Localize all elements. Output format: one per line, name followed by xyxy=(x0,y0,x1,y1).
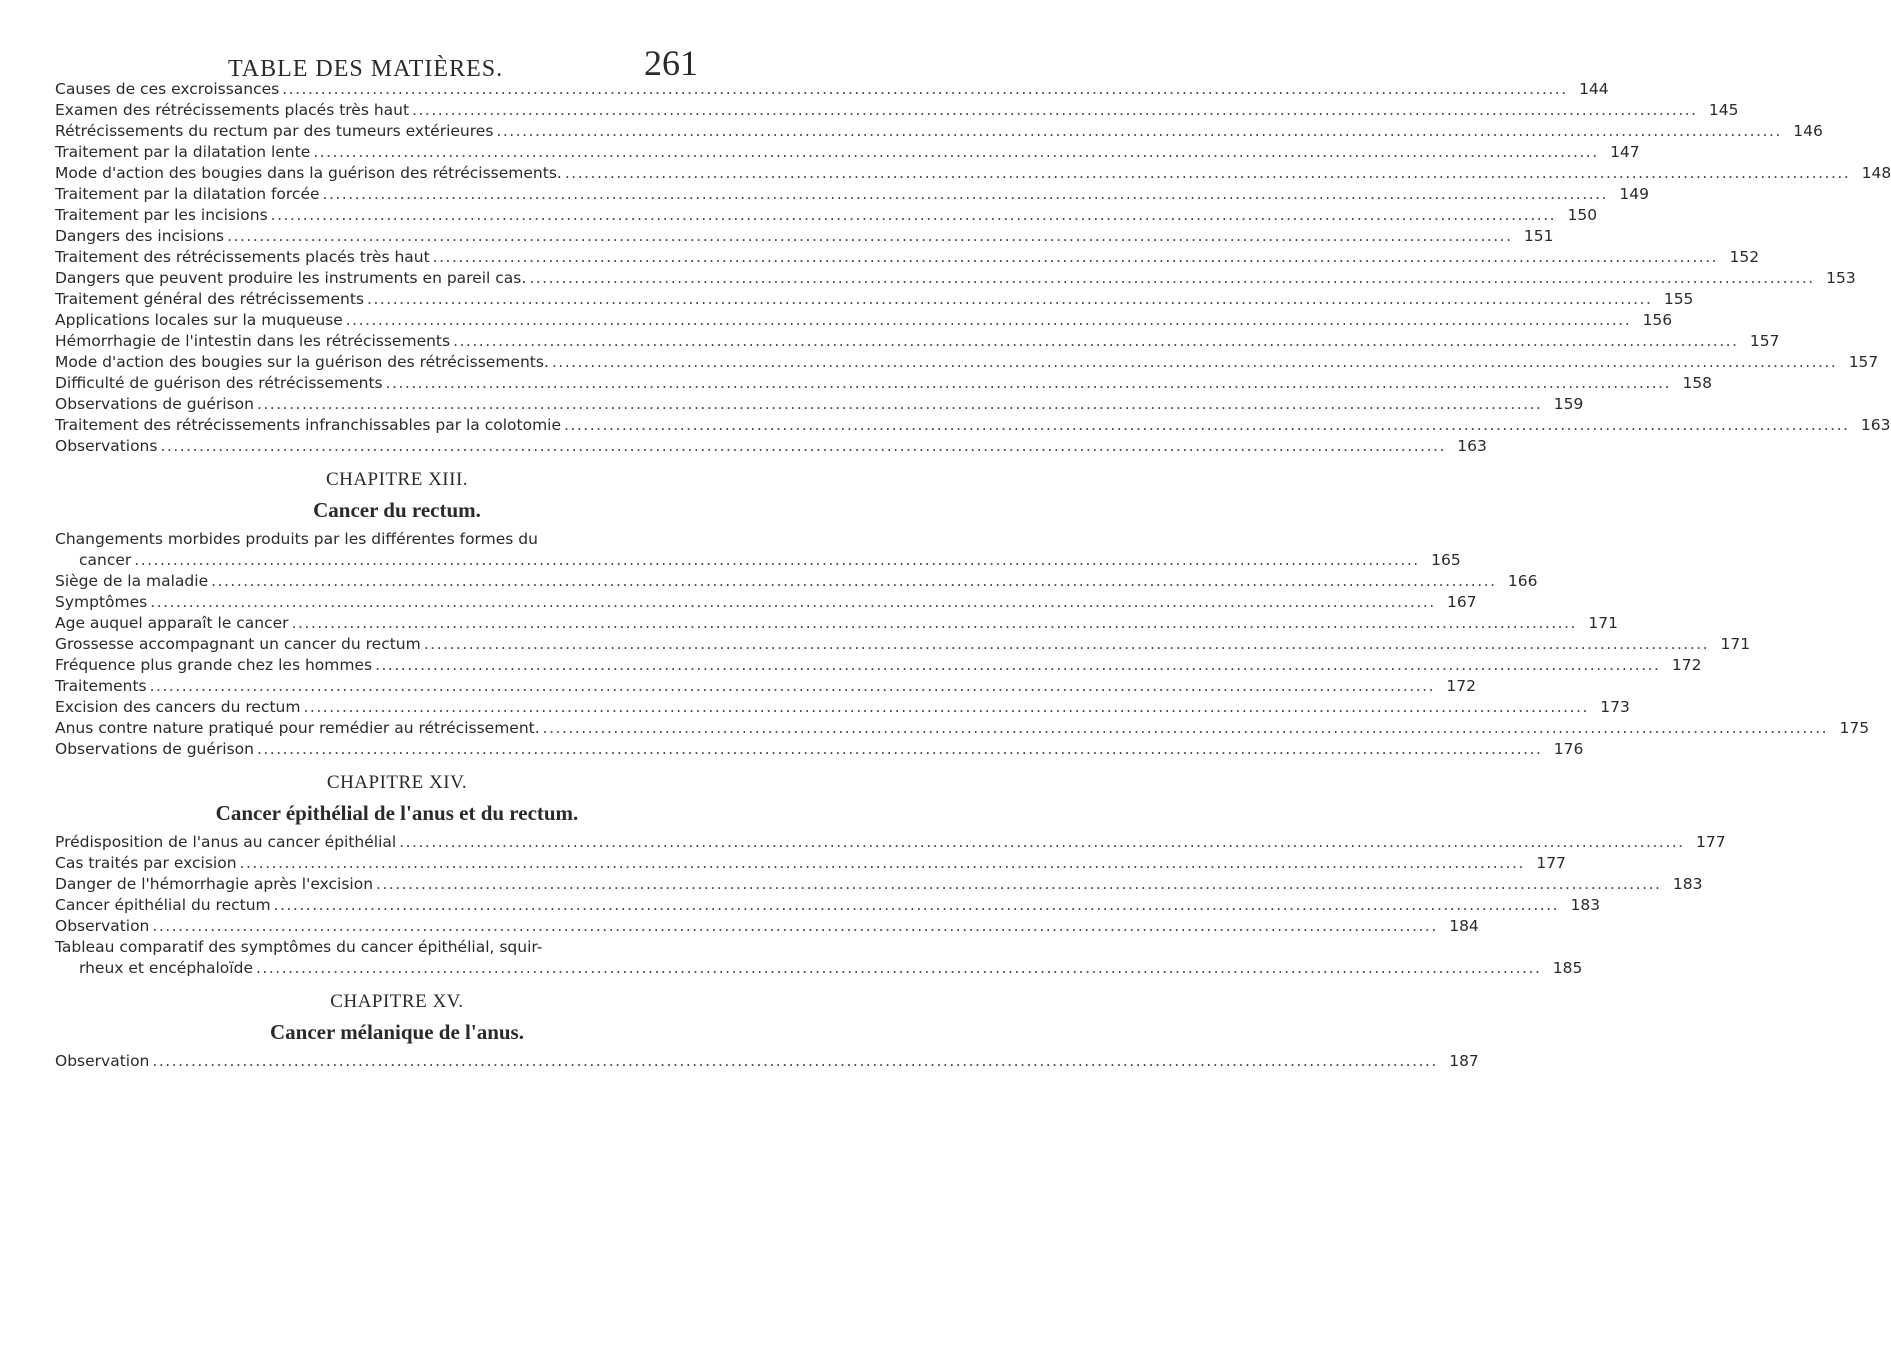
toc-entry xyxy=(55,634,1751,655)
leader-dots: ........................................................................................................................................................................................................ xyxy=(496,122,1782,140)
toc-entry-page: 149 xyxy=(1619,185,1649,203)
leader-dots: ........................................................................................................................................................................................................ xyxy=(273,896,1560,914)
toc-entry xyxy=(55,79,1609,100)
toc-entry-text: Prédisposition de l'anus au cancer épithélial xyxy=(55,833,397,851)
toc-entry-text: Danger de l'hémorrhagie après l'excision xyxy=(55,875,374,893)
toc-entry-text: rheux et encéphaloïde xyxy=(79,959,253,977)
toc-entry-page: 163 xyxy=(1457,437,1487,455)
leader-dots: ........................................................................................................................................................................................................ xyxy=(134,551,1420,569)
leader-dots: ........................................................................................................................................................................................................ xyxy=(551,353,1838,371)
leader-dots: ........................................................................................................................................................................................................ xyxy=(529,269,1815,287)
toc-entry xyxy=(55,655,1702,676)
leader-dots: ........................................................................................................................................................................................................ xyxy=(282,80,1568,98)
toc-section-chapter13 xyxy=(55,571,1870,760)
toc-entry xyxy=(55,550,1461,571)
leader-dots: ........................................................................................................................................................................................................ xyxy=(542,719,1829,737)
toc-section-chapter15 xyxy=(55,1051,1479,1072)
leader-dots: ........................................................................................................................................................................................................ xyxy=(256,740,1543,758)
toc-entry-page: 172 xyxy=(1671,656,1702,674)
chapter-15-title: Cancer mélanique de l'anus. xyxy=(270,1020,524,1044)
toc-entry xyxy=(55,205,1598,226)
toc-entry xyxy=(55,916,1479,937)
toc-entry xyxy=(55,895,1601,916)
toc-entry xyxy=(55,436,1487,457)
leader-dots: ........................................................................................................................................................................................................ xyxy=(150,593,1436,611)
toc-entry xyxy=(55,121,1823,142)
toc-entry xyxy=(55,268,1856,289)
leader-dots: ........................................................................................................................................................................................................ xyxy=(399,833,1685,851)
toc-entry-text: Observations de guérison xyxy=(55,395,254,413)
toc-entry xyxy=(55,529,715,550)
toc-entry-text: Observations xyxy=(55,437,158,455)
toc-entry-page: 157 xyxy=(1749,332,1780,350)
leader-dots: ........................................................................................................................................................................................................ xyxy=(291,614,1577,632)
toc-entry xyxy=(55,874,1703,895)
toc-entry-page: 183 xyxy=(1570,896,1601,914)
leader-dots: ........................................................................................................................................................................................................ xyxy=(152,917,1438,935)
leader-dots: ........................................................................................................................................................................................................ xyxy=(564,164,1851,182)
toc-entry-page: 156 xyxy=(1642,311,1673,329)
table-of-contents xyxy=(55,79,1891,1072)
toc-entry-page: 172 xyxy=(1446,677,1476,695)
toc-entry-text: Applications locales sur la muqueuse xyxy=(55,311,343,329)
toc-entry xyxy=(55,1051,1479,1072)
toc-entry-text: Mode d'action des bougies sur la guérison des rétrécissements. xyxy=(55,353,549,371)
leader-dots: ........................................................................................................................................................................................................ xyxy=(239,854,1525,872)
toc-entry-text: Age auquel apparaît le cancer xyxy=(55,614,289,632)
toc-entry-text: Excision des cancers du rectum xyxy=(55,698,301,716)
toc-entry xyxy=(55,100,1739,121)
toc-entry-page: 152 xyxy=(1729,248,1760,266)
toc-entry-text: Symptômes xyxy=(55,593,148,611)
toc-entry xyxy=(55,289,1694,310)
toc-entry-page: 147 xyxy=(1610,143,1640,161)
toc-entry-text: Siège de la maladie xyxy=(55,572,209,590)
toc-entry-text: cancer xyxy=(79,551,132,569)
toc-entry-text: Causes de ces excroissances xyxy=(55,80,280,98)
toc-entry-page: 183 xyxy=(1672,875,1703,893)
toc-entry xyxy=(55,373,1713,394)
chapter-13-title: Cancer du rectum. xyxy=(313,498,481,522)
toc-entry-text: Dangers que peuvent produire les instruments en pareil cas. xyxy=(55,269,527,287)
toc-entry xyxy=(55,571,1538,592)
toc-entry-text: Grossesse accompagnant un cancer du rectum xyxy=(55,635,421,653)
chapter-14-heading: CHAPITRE XIV. xyxy=(326,772,468,793)
toc-entry-text: Hémorrhagie de l'intestin dans les rétrécissements xyxy=(55,332,451,350)
toc-entry-text: Cas traités par excision xyxy=(55,854,237,872)
toc-entry xyxy=(55,613,1618,634)
toc-entry xyxy=(55,352,1879,373)
toc-entry-text: Observation xyxy=(55,1052,150,1070)
leader-dots: ........................................................................................................................................................................................................ xyxy=(376,875,1662,893)
toc-entry xyxy=(55,937,715,958)
toc-entry-page: 175 xyxy=(1839,719,1870,737)
leader-dots: ........................................................................................................................................................................................................ xyxy=(152,1052,1438,1070)
toc-entry xyxy=(55,184,1649,205)
toc-section-chapter12 xyxy=(55,79,1891,457)
toc-entry-page: 167 xyxy=(1447,593,1477,611)
toc-entry xyxy=(55,394,1584,415)
toc-entry xyxy=(55,310,1673,331)
toc-entry-page: 177 xyxy=(1696,833,1726,851)
toc-entry-page: 151 xyxy=(1523,227,1554,245)
leader-dots: ........................................................................................................................................................................................................ xyxy=(313,143,1599,161)
leader-dots: ........................................................................................................................................................................................................ xyxy=(345,311,1632,329)
toc-entry-text: Difficulté de guérison des rétrécissements xyxy=(55,374,383,392)
toc-entry-page: 177 xyxy=(1536,854,1566,872)
toc-entry-text: Mode d'action des bougies dans la guérison des rétrécissements. xyxy=(55,164,562,182)
toc-entry-text: Rétrécissements du rectum par des tumeurs extérieures xyxy=(55,122,494,140)
leader-dots: ........................................................................................................................................................................................................ xyxy=(149,677,1435,695)
leader-dots: ........................................................................................................................................................................................................ xyxy=(385,374,1672,392)
toc-entry-page: 148 xyxy=(1861,164,1891,182)
toc-entry xyxy=(55,226,1554,247)
toc-entry-text: Cancer épithélial du rectum xyxy=(55,896,271,914)
toc-entry-page: 171 xyxy=(1588,614,1618,632)
leader-dots: ........................................................................................................................................................................................................ xyxy=(412,101,1698,119)
toc-entry-text: Observations de guérison xyxy=(55,740,254,758)
leader-dots: ........................................................................................................................................................................................................ xyxy=(564,416,1850,434)
toc-entry-page: 145 xyxy=(1708,101,1739,119)
toc-entry xyxy=(55,247,1760,268)
leader-dots: ........................................................................................................................................................................................................ xyxy=(453,332,1739,350)
leader-dots: ........................................................................................................................................................................................................ xyxy=(367,290,1653,308)
toc-entry-page: 176 xyxy=(1553,740,1584,758)
leader-dots: ........................................................................................................................................................................................................ xyxy=(322,185,1608,203)
toc-entry-text: Anus contre nature pratiqué pour remédier au rétrécissement. xyxy=(55,719,540,737)
toc-entry xyxy=(55,592,1477,613)
toc-entry xyxy=(55,415,1891,436)
toc-entry-page: 157 xyxy=(1848,353,1879,371)
toc-entry-page: 171 xyxy=(1720,635,1751,653)
toc-entry xyxy=(55,718,1870,739)
chapter-13-heading: CHAPITRE XIII. xyxy=(325,469,469,490)
toc-entry-page: 153 xyxy=(1826,269,1856,287)
leader-dots: ........................................................................................................................................................................................................ xyxy=(423,635,1710,653)
toc-entry-page: 155 xyxy=(1663,290,1694,308)
toc-entry-text: Traitement par les incisions xyxy=(55,206,268,224)
toc-entry-text: Traitement par la dilatation lente xyxy=(55,143,311,161)
toc-entry-text: Dangers des incisions xyxy=(55,227,225,245)
toc-entry-page: 184 xyxy=(1449,917,1479,935)
toc-entry-text: Traitement général des rétrécissements xyxy=(55,290,365,308)
toc-entry xyxy=(55,676,1476,697)
toc-entry xyxy=(55,739,1584,760)
toc-entry-page: 158 xyxy=(1682,374,1713,392)
toc-entry-text: Tableau comparatif des symptômes du cancer épithélial, squir- xyxy=(55,938,543,956)
leader-dots: ........................................................................................................................................................................................................ xyxy=(211,572,1497,590)
leader-dots: ........................................................................................................................................................................................................ xyxy=(227,227,1513,245)
toc-entry-text: Changements morbides produits par les différentes formes du xyxy=(55,530,538,548)
toc-entry-text: Fréquence plus grande chez les hommes xyxy=(55,656,373,674)
toc-entry xyxy=(55,832,1726,853)
toc-entry xyxy=(55,163,1891,184)
toc-entry-page: 173 xyxy=(1600,698,1630,716)
toc-entry-page: 146 xyxy=(1793,122,1823,140)
leader-dots: ........................................................................................................................................................................................................ xyxy=(160,437,1446,455)
toc-entry xyxy=(55,958,1583,979)
toc-section-chapter14 xyxy=(55,832,1726,937)
chapter-15-heading: CHAPITRE XV. xyxy=(330,991,464,1012)
toc-entry-page: 159 xyxy=(1553,395,1584,413)
leader-dots: ........................................................................................................................................................................................................ xyxy=(303,698,1589,716)
toc-entry-page: 144 xyxy=(1579,80,1609,98)
leader-dots: ........................................................................................................................................................................................................ xyxy=(256,395,1543,413)
leader-dots: ........................................................................................................................................................................................................ xyxy=(255,959,1542,977)
leader-dots: ........................................................................................................................................................................................................ xyxy=(432,248,1719,266)
toc-entry-page: 150 xyxy=(1567,206,1598,224)
toc-entry-page: 187 xyxy=(1449,1052,1479,1070)
toc-entry xyxy=(55,697,1630,718)
toc-entry xyxy=(55,331,1780,352)
toc-entry-text: Examen des rétrécissements placés très haut xyxy=(55,101,410,119)
page-number: 261 xyxy=(644,43,698,83)
toc-entry-text: Traitement par la dilatation forcée xyxy=(55,185,320,203)
toc-entry-text: Traitement des rétrécissements infranchissables par la colotomie xyxy=(55,416,562,434)
toc-entry xyxy=(55,142,1640,163)
leader-dots: ........................................................................................................................................................................................................ xyxy=(375,656,1661,674)
toc-entry-text: Traitements xyxy=(55,677,147,695)
toc-entry-page: 165 xyxy=(1431,551,1461,569)
toc-entry-page: 185 xyxy=(1552,959,1583,977)
leader-dots: ........................................................................................................................................................................................................ xyxy=(270,206,1557,224)
chapter-14-title: Cancer épithélial de l'anus et du rectum. xyxy=(215,801,579,825)
toc-entry-page: 166 xyxy=(1507,572,1538,590)
toc-entry-text: Observation xyxy=(55,917,150,935)
toc-entry xyxy=(55,853,1566,874)
toc-entry-page: 163 xyxy=(1860,416,1891,434)
running-title: TABLE DES MATIÈRES. xyxy=(228,56,504,82)
toc-entry-text: Traitement des rétrécissements placés très haut xyxy=(55,248,430,266)
